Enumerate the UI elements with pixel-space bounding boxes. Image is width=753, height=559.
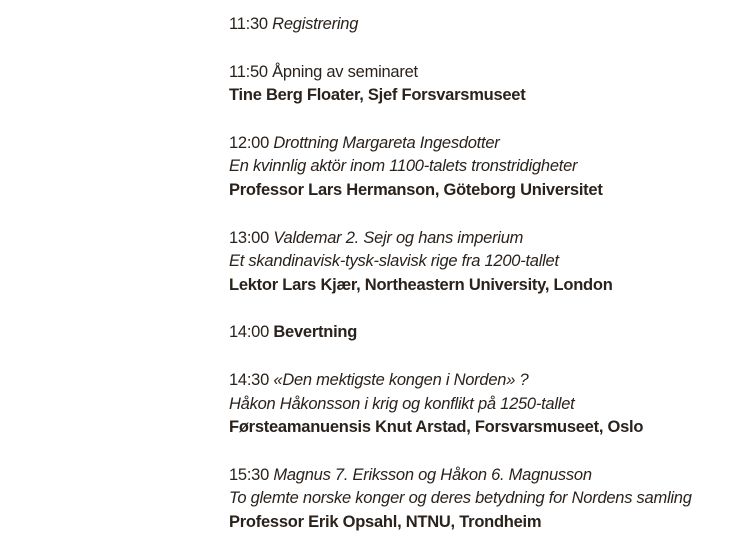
program-schedule (229, 13, 753, 559)
program-time: 11:30 (229, 15, 268, 33)
program-subtitle: To glemte norske konger og deres betydning for Nordens samling (229, 489, 692, 508)
program-item-margareta (229, 132, 753, 203)
program-title: Bevertning (273, 323, 358, 342)
program-title: Magnus 7. Eriksson og Håkon 6. Magnusson (273, 465, 592, 484)
program-title: Drottning Margareta Ingesdotter (273, 133, 500, 152)
program-title: Registrering (272, 15, 359, 33)
program-time: 11:50 (229, 62, 268, 81)
program-item-magnus (229, 464, 753, 535)
program-item-heading (229, 369, 753, 393)
program-speaker: Professor Lars Hermanson, Göteborg Universitet (229, 180, 603, 199)
program-speaker: Lektor Lars Kjær, Northeastern University, London (229, 275, 613, 294)
program-subtitle: Et skandinavisk-tysk-slavisk rige fra 1200-tallet (229, 252, 559, 271)
program-time: 14:30 (229, 370, 270, 389)
program-time: 14:00 (229, 323, 270, 342)
program-item-heading (229, 464, 753, 488)
program-item-apning (229, 61, 753, 108)
program-item-heading (229, 61, 753, 85)
program-title: «Den mektigste kongen i Norden» ? (273, 370, 529, 389)
program-speaker: Tine Berg Floater, Sjef Forsvarsmuseet (229, 86, 526, 105)
program-item-heading (229, 227, 753, 251)
program-subtitle: En kvinnlig aktör inom 1100-talets tronstridigheter (229, 157, 578, 176)
program-speaker: Professor Erik Opsahl, NTNU, Trondheim (229, 512, 542, 531)
program-speaker: Førsteamanuensis Knut Arstad, Forsvarsmuseet, Oslo (229, 418, 644, 437)
program-item-bevertning (229, 321, 753, 345)
program-subtitle: Håkon Håkonsson i krig og konflikt på 1250-tallet (229, 394, 575, 413)
program-item-heading (229, 132, 753, 156)
program-time: 12:00 (229, 133, 270, 152)
program-title: Åpning av seminaret (272, 62, 418, 81)
program-item-hakon (229, 369, 753, 440)
program-time: 13:00 (229, 228, 270, 247)
program-time: 15:30 (229, 465, 270, 484)
program-title: Valdemar 2. Sejr og hans imperium (273, 228, 524, 247)
program-item-registrering (229, 13, 753, 37)
program-item-valdemar (229, 227, 753, 298)
program-item-heading (229, 13, 753, 37)
program-item-heading (229, 321, 753, 345)
